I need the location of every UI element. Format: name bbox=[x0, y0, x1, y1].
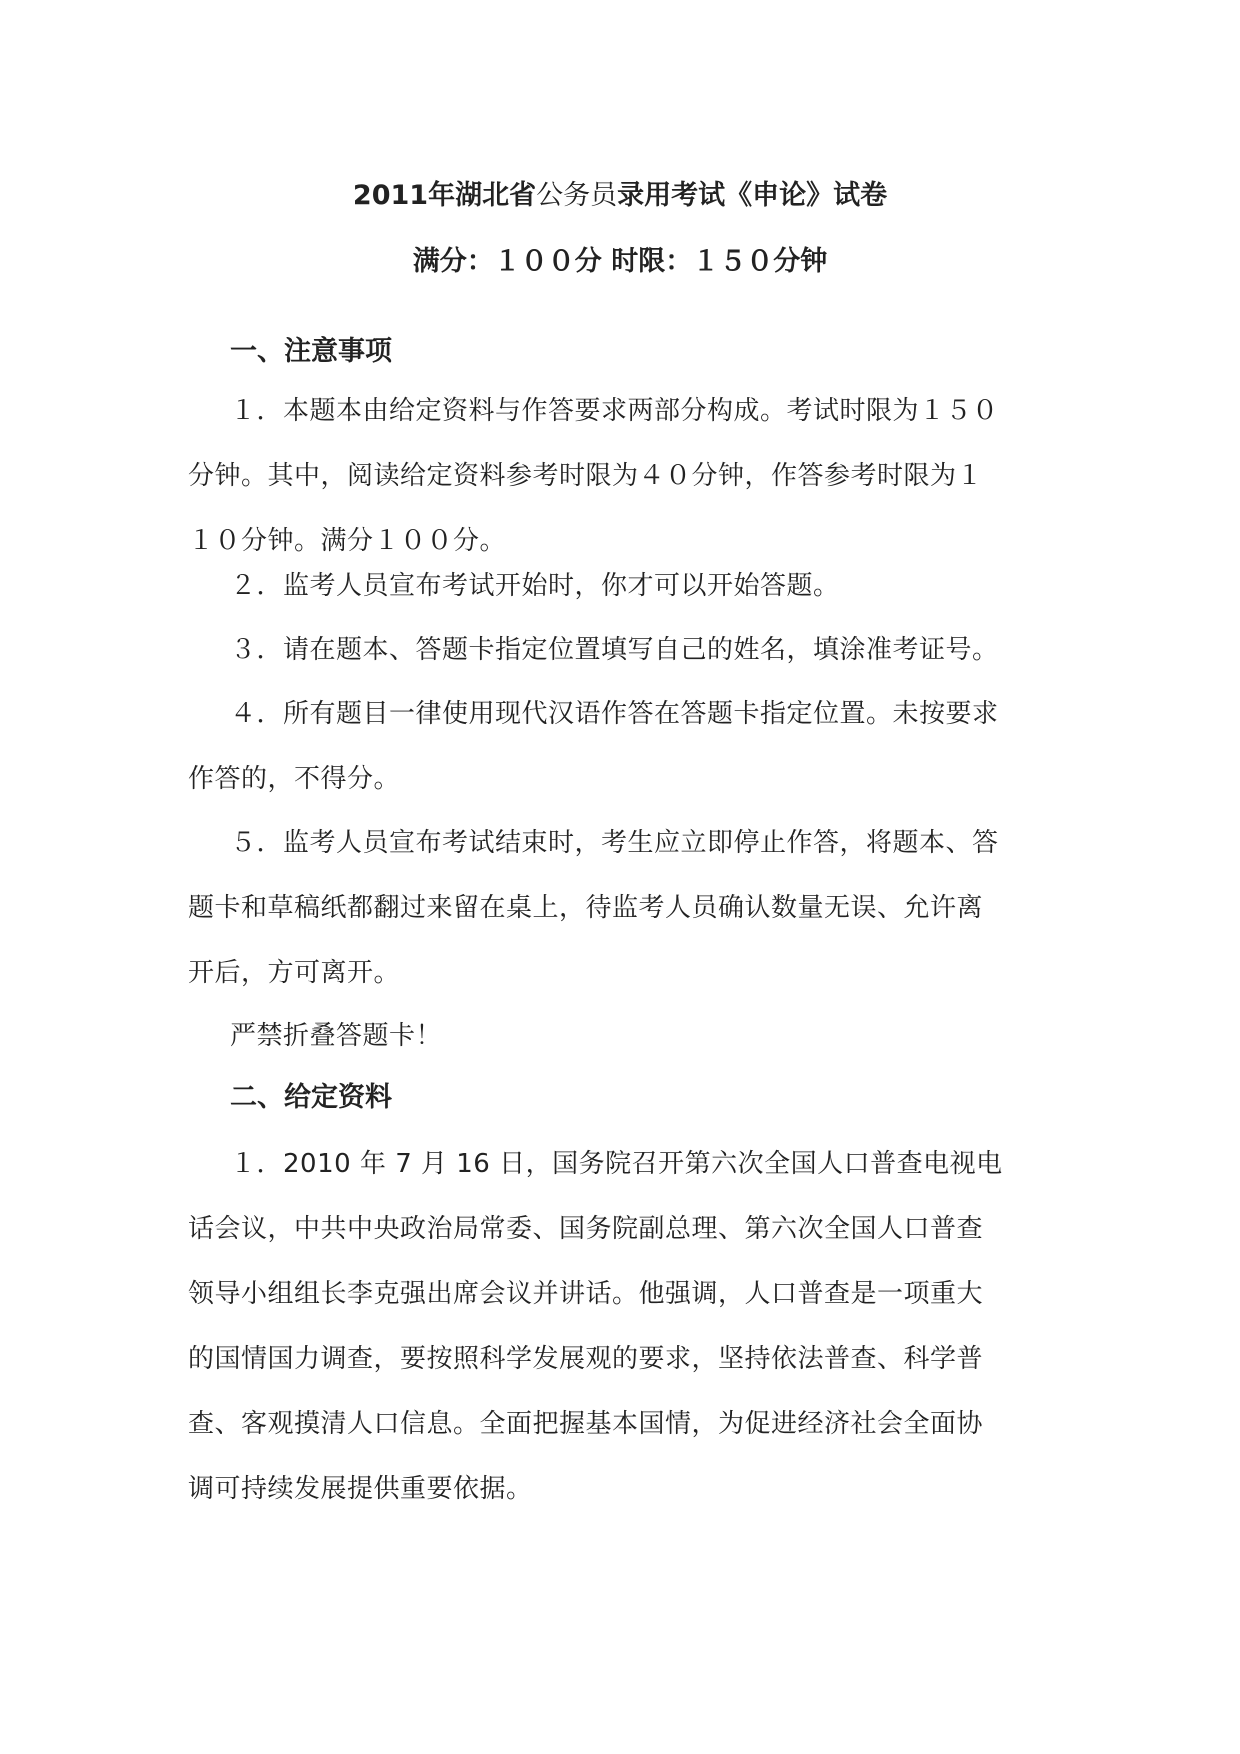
note-item-1 bbox=[188, 379, 1048, 574]
text-line: １０分钟。满分１００分。 bbox=[188, 526, 507, 556]
document-subtitle: 满分：１００分 时限：１５０分钟 bbox=[412, 246, 828, 277]
text-line: 调可持续发展提供重要依据。 bbox=[188, 1474, 533, 1504]
title-part-1: 2011年湖北省 bbox=[352, 180, 537, 211]
section-heading-notes: 一、注意事项 bbox=[230, 336, 392, 367]
material-item-1 bbox=[188, 1132, 1048, 1522]
section-heading-materials: 二、给定资料 bbox=[230, 1082, 392, 1113]
note-item-2 bbox=[188, 554, 1048, 619]
text-line: ２．监考人员宣布考试开始时，你才可以开始答题。 bbox=[230, 571, 840, 601]
text-line: 分钟。其中，阅读给定资料参考时限为４０分钟，作答参考时限为１ bbox=[188, 461, 984, 491]
document-title bbox=[0, 176, 1240, 216]
text-line: １．2010 年 7 月 16 日，国务院召开第六次全国人口普查电视电 bbox=[230, 1149, 1003, 1179]
text-line: ３．请在题本、答题卡指定位置填写自己的姓名，填涂准考证号。 bbox=[230, 635, 999, 665]
text-line: 严禁折叠答题卡！ bbox=[230, 1021, 443, 1051]
text-line: １．本题本由给定资料与作答要求两部分构成。考试时限为１５０ bbox=[230, 396, 999, 426]
note-item-4 bbox=[188, 682, 1048, 812]
text-line: 的国情国力调查，要按照科学发展观的要求，坚持依法普查、科学普 bbox=[188, 1344, 984, 1374]
text-line: 作答的，不得分。 bbox=[188, 764, 401, 794]
note-item-5 bbox=[188, 811, 1048, 1006]
text-line: 话会议，中共中央政治局常委、国务院副总理、第六次全国人口普查 bbox=[188, 1214, 984, 1244]
text-line: ５．监考人员宣布考试结束时，考生应立即停止作答，将题本、答 bbox=[230, 828, 999, 858]
text-line: 题卡和草稿纸都翻过来留在桌上，待监考人员确认数量无误、允许离 bbox=[188, 893, 984, 923]
text-line: 查、客观摸清人口信息。全面把握基本国情，为促进经济社会全面协 bbox=[188, 1409, 984, 1439]
text-line: 开后，方可离开。 bbox=[188, 958, 401, 988]
title-part-3: 录用考试《申论》试卷 bbox=[617, 180, 888, 211]
note-item-3 bbox=[188, 618, 1048, 683]
text-line: 领导小组组长李克强出席会议并讲话。他强调，人口普查是一项重大 bbox=[188, 1279, 984, 1309]
title-part-2: 公务员 bbox=[536, 180, 618, 211]
note-warning bbox=[188, 1004, 1048, 1069]
text-line: ４．所有题目一律使用现代汉语作答在答题卡指定位置。未按要求 bbox=[230, 699, 999, 729]
